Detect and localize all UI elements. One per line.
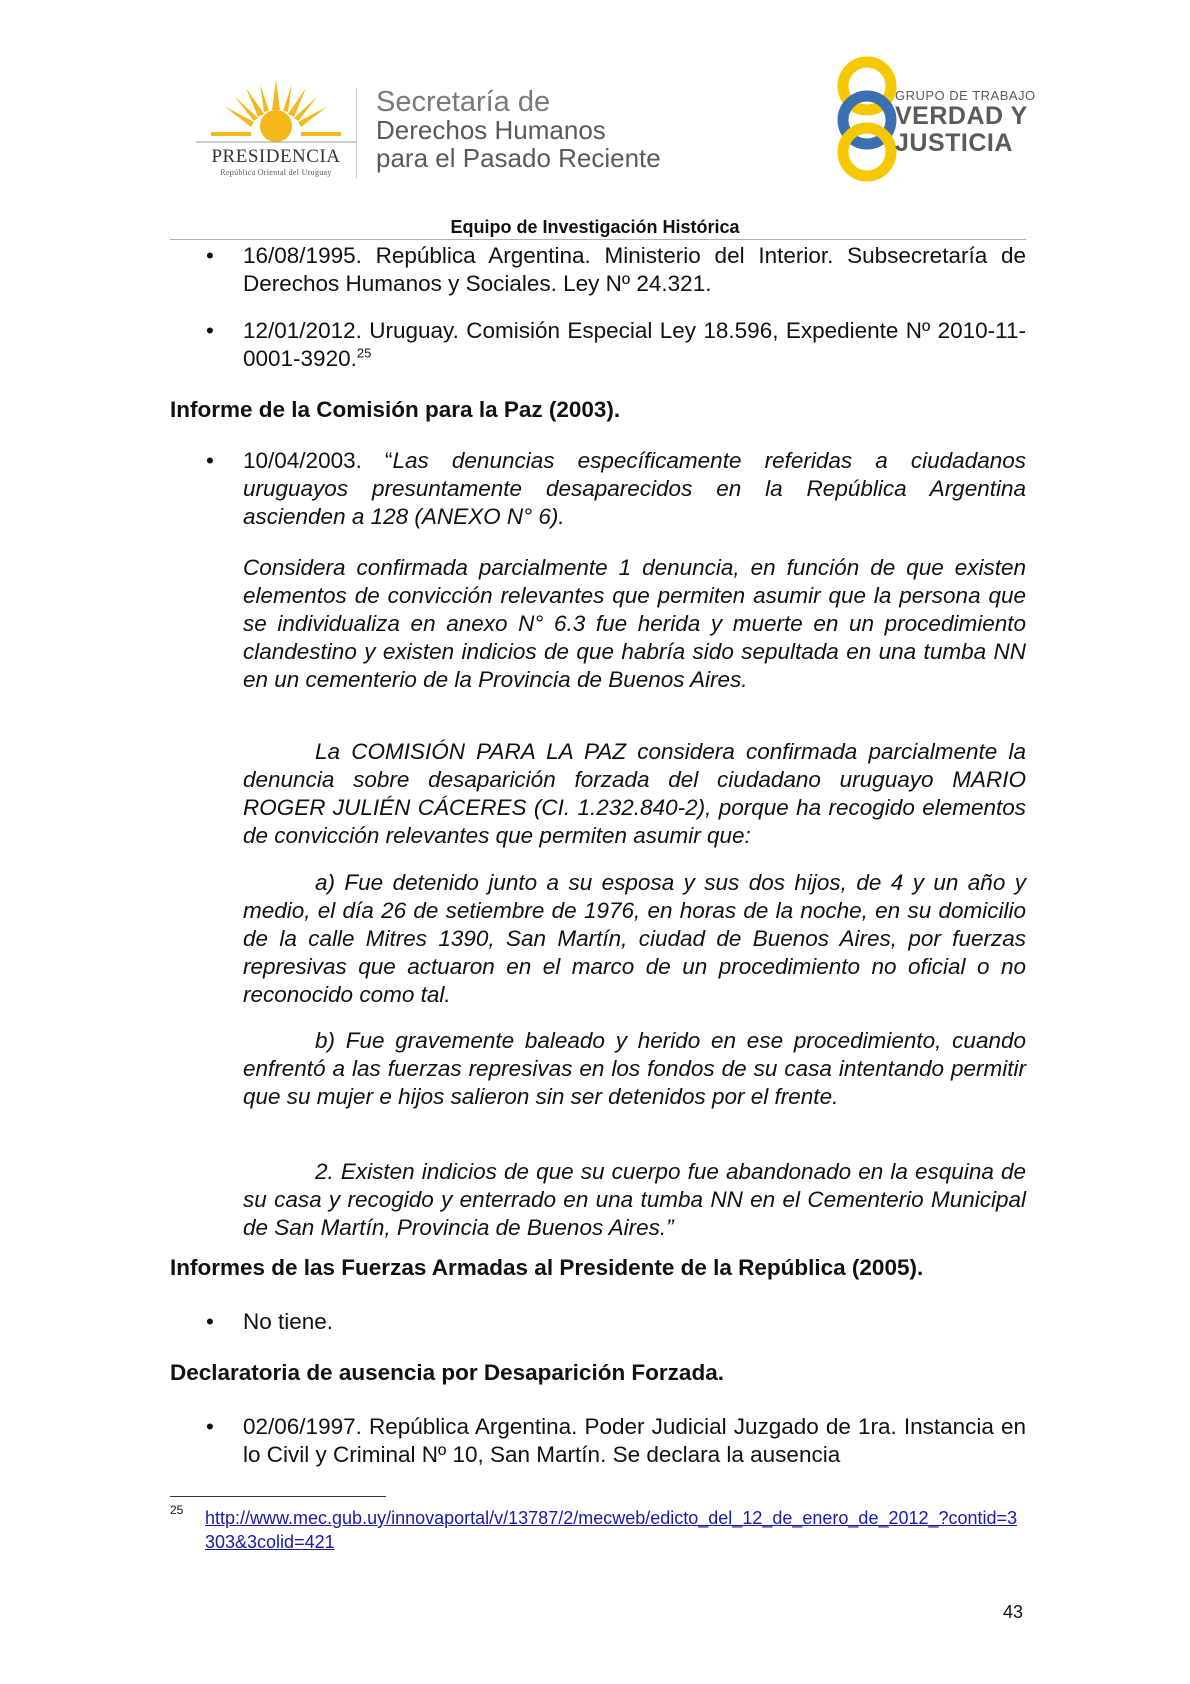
quote-paragraph: a) Fue detenido junto a su esposa y sus dos hijos, de 4 y un año y medio, el día 26 de setiembre de 1976, en horas de la noche, en su domicilio de la calle Mitres 1390, San Martín, ciudad de Buenos Aires, por fuerzas represivas que actuaron en el marco de un procedimiento no oficial o no reconocido como tal. xyxy=(243,870,1026,1007)
bullet-icon: • xyxy=(206,1309,214,1334)
sun-icon xyxy=(196,80,356,146)
header-rule xyxy=(170,239,1026,240)
footnote-link[interactable]: http://www.mec.gub.uy/innovaportal/v/13787/2/mecweb/edicto_del_12_de_enero_de_2012_?contid=3303&3colid=421 xyxy=(205,1508,1018,1552)
quote-paragraph: La COMISIÓN PARA LA PAZ considera confirmada parcialmente la denuncia sobre desaparición forzada del ciudadano uruguayo MARIO ROGER JULIÉN CÁCERES (CI. 1.232.840-2), porque ha recogido elementos de convicción relevantes que permiten asumir que: xyxy=(243,739,1026,848)
list-item xyxy=(243,317,1026,373)
secretaria-logo-text xyxy=(376,88,661,172)
section-heading: Declaratoria de ausencia por Desaparición Forzada. xyxy=(170,1360,724,1385)
presidencia-name: PRESIDENCIA xyxy=(211,146,341,167)
secretaria-line2: Derechos Humanos xyxy=(376,115,606,145)
grupo-line3: JUSTICIA xyxy=(895,129,1013,157)
list-item: 02/06/1997. República Argentina. Poder Judicial Juzgado de 1ra. Instancia en lo Civil y Criminal Nº 10, San Martín. Se declara la ausencia xyxy=(243,1414,1026,1467)
bullet-icon: • xyxy=(206,243,214,268)
list-item: No tiene. xyxy=(243,1309,334,1334)
list-item-prefix: 10/04/2003. “ xyxy=(243,448,393,473)
secretaria-line3: para el Pasado Reciente xyxy=(376,143,661,173)
footnote-number: 25 xyxy=(170,1503,184,1517)
presidencia-logo xyxy=(196,80,356,180)
footnote-ref[interactable]: 25 xyxy=(356,345,372,361)
list-item-text: 12/01/2012. Uruguay. Comisión Especial Ley 18.596, Expediente Nº 2010-11-0001-3920. xyxy=(243,318,1026,371)
presidencia-subtitle: República Oriental del Uruguay xyxy=(220,168,332,177)
page-number: 43 xyxy=(1003,1602,1024,1622)
bullet-icon: • xyxy=(206,448,214,473)
quote-paragraph: 2. Existen indicios de que su cuerpo fue abandonado en la esquina de su casa y recogido y enterrado en una tumba NN en el Cementerio Municipal de San Martín, Provincia de Buenos Aires.” xyxy=(243,1159,1026,1240)
section-heading: Informe de la Comisión para la Paz (2003). xyxy=(170,397,621,422)
grupo-logo-text xyxy=(895,88,1036,157)
footnote-rule xyxy=(170,1496,386,1497)
list-item: 16/08/1995. República Argentina. Ministerio del Interior. Subsecretaría de Derechos Humanos y Sociales. Ley Nº 24.321. xyxy=(243,243,1026,296)
secretaria-line1: Secretaría de xyxy=(376,86,551,118)
quoted-text: Las denuncias específicamente referidas a ciudadanos uruguayos presuntamente desaparecidos en la República Argentina ascienden a 128 (ANEXO N° 6). xyxy=(243,448,1026,529)
list-item xyxy=(243,447,1026,531)
header-caption: Equipo de Investigación Histórica xyxy=(450,217,740,237)
quote-paragraph: Considera confirmada parcialmente 1 denuncia, en función de que existen elementos de convicción relevantes que permiten asumir que la persona que se individualiza en anexo N° 6.3 fue herida y muerte en un procedimiento clandestino y existen indicios de que habría sido sepultada en una tumba NN en un cementerio de la Provincia de Buenos Aires. xyxy=(243,555,1026,692)
grupo-line2: VERDAD Y xyxy=(895,102,1028,130)
header-divider xyxy=(356,88,357,178)
quote-paragraph: b) Fue gravemente baleado y herido en ese procedimiento, cuando enfrentó a las fuerzas represivas en los fondos de su casa intentando permitir que su mujer e hijos salieron sin ser detenidos por el frente. xyxy=(243,1028,1026,1109)
bullet-icon: • xyxy=(206,318,214,343)
section-heading: Informes de las Fuerzas Armadas al Presidente de la República (2005). xyxy=(170,1255,924,1280)
bullet-icon: • xyxy=(206,1414,214,1439)
grupo-line1: GRUPO DE TRABAJO xyxy=(895,88,1036,103)
